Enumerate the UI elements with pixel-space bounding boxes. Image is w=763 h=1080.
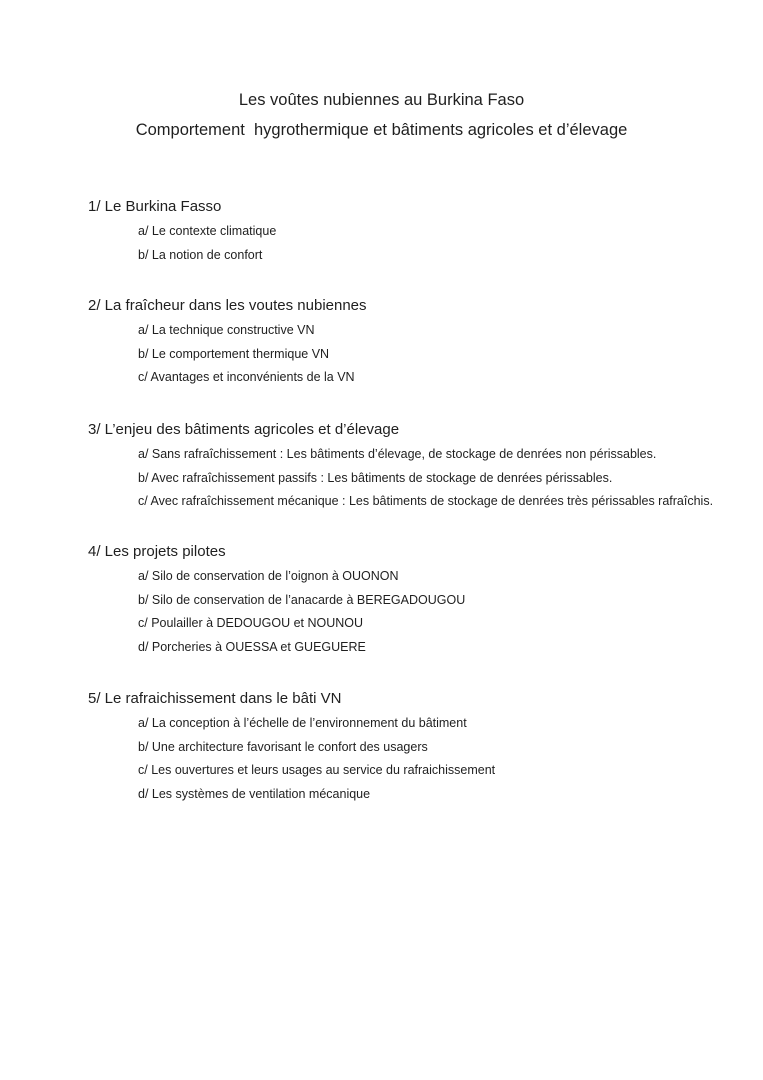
section-heading: 1/ Le Burkina Fasso [88, 198, 222, 215]
toc-section-4 [88, 542, 763, 656]
toc-item: a/ Silo de conservation de l’oignon à OUONON [138, 569, 399, 583]
toc-section-5 [88, 689, 763, 803]
toc-section-1 [88, 197, 763, 264]
toc-item: b/ Silo de conservation de l’anacarde à BEREGADOUGOU [138, 592, 466, 607]
document-title-line-2: Comportement hygrothermique et bâtiments agricoles et d’élevage [135, 121, 628, 139]
document-title-line-1: Les voûtes nubiennes au Burkina Faso [238, 91, 525, 109]
section-heading: 2/ La fraîcheur dans les voutes nubiennes [88, 297, 367, 314]
toc-item: d/ Les systèmes de ventilation mécanique [138, 786, 371, 801]
section-heading: 4/ Les projets pilotes [88, 543, 226, 560]
toc-item: b/ La notion de confort [138, 247, 263, 262]
toc-item: a/ La technique constructive VN [138, 323, 315, 337]
toc-item: a/ La conception à l’échelle de l’environnement du bâtiment [138, 716, 467, 730]
toc-section-3 [88, 420, 763, 510]
toc-item: a/ Le contexte climatique [138, 224, 277, 238]
section-heading: 5/ Le rafraichissement dans le bâti VN [88, 690, 342, 707]
toc-item: c/ Poulailler à DEDOUGOU et NOUNOU [138, 616, 364, 630]
toc-item: d/ Porcheries à OUESSA et GUEGUERE [138, 639, 366, 654]
toc-item: c/ Avantages et inconvénients de la VN [138, 370, 355, 384]
toc-item: a/ Sans rafraîchissement : Les bâtiments d’élevage, de stockage de denrées non périssables. [138, 447, 657, 461]
toc-item: c/ Les ouvertures et leurs usages au service du rafraichissement [138, 763, 496, 777]
toc-item: b/ Le comportement thermique VN [138, 346, 330, 361]
toc-section-2 [88, 296, 763, 386]
toc-item: b/ Avec rafraîchissement passifs : Les bâtiments de stockage de denrées périssables. [138, 470, 613, 485]
toc-item: c/ Avec rafraîchissement mécanique : Les bâtiments de stockage de denrées très périssables rafraîchis. [138, 494, 714, 508]
section-heading: 3/ L’enjeu des bâtiments agricoles et d’élevage [88, 421, 400, 438]
toc-item: b/ Une architecture favorisant le confort des usagers [138, 739, 428, 754]
